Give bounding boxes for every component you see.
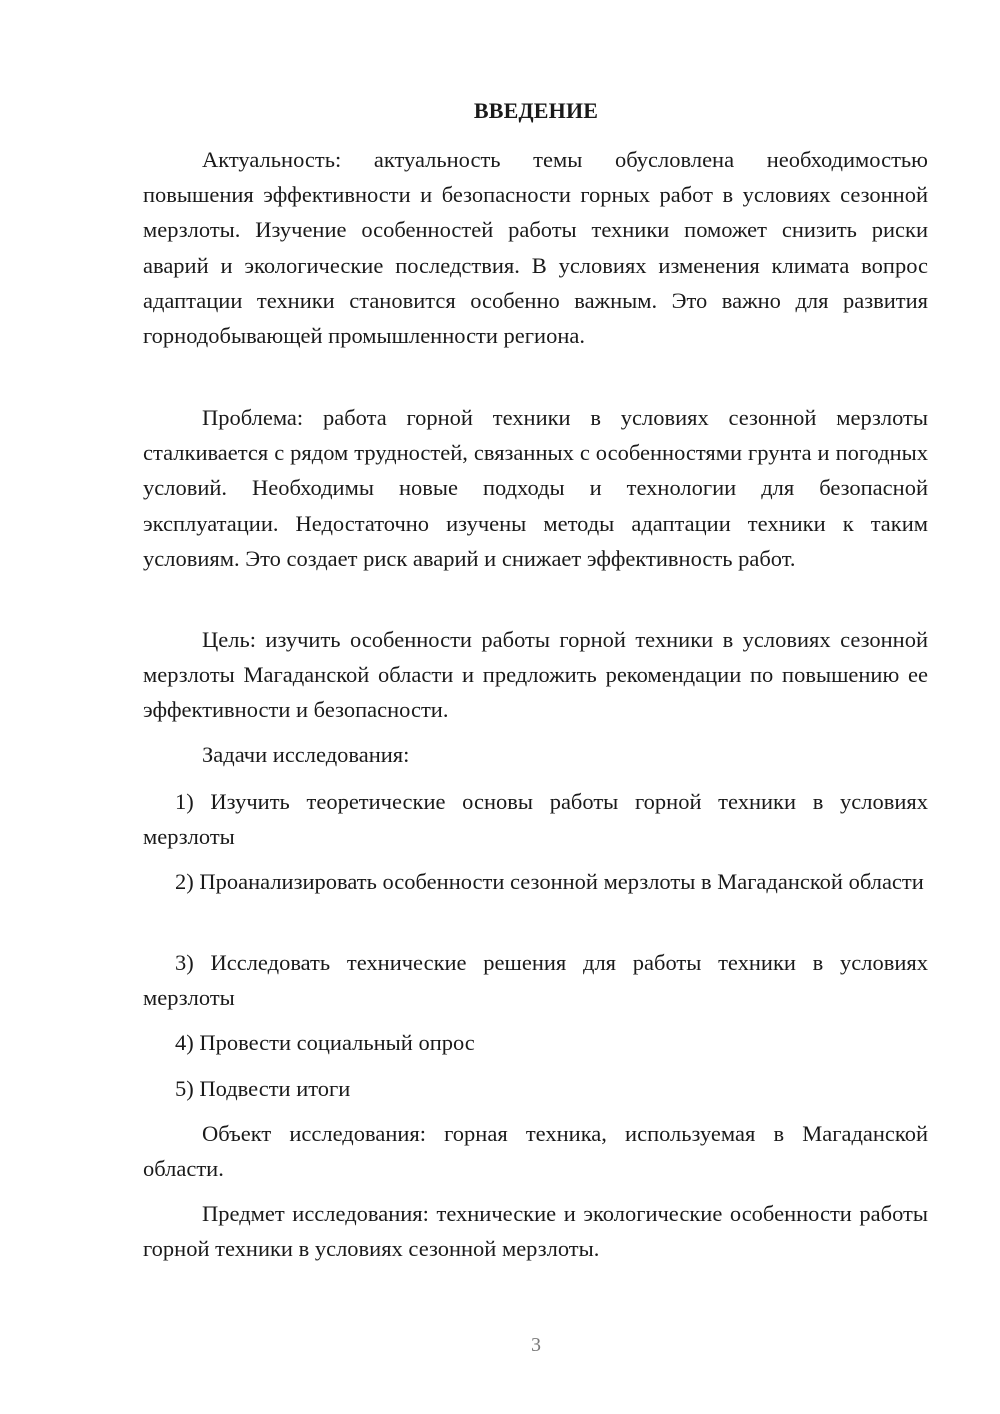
list-item: 2) Проанализировать особенности сезонной мерзлоты в Магаданской области — [175, 869, 924, 894]
tasks-heading: Задачи исследования: — [202, 742, 410, 767]
paragraph-goal: Цель: изучить особенности работы горной техники в условиях сезонной мерзлоты Магаданской области и предложить рекомендации по повышению ее эффективности и безопасности. — [143, 627, 928, 723]
paragraph-object: Объект исследования: горная техника, используемая в Магаданской области. — [143, 1121, 928, 1182]
paragraph-subject: Предмет исследования: технические и экологические особенности работы горной техники в условиях сезонной мерзлоты. — [143, 1201, 928, 1262]
list-item: 3) Исследовать технические решения для работы техники в условиях мерзлоты — [143, 950, 928, 1011]
list-item: 1) Изучить теоретические основы работы горной техники в условиях мерзлоты — [143, 789, 928, 850]
page-number: 3 — [531, 1334, 541, 1356]
list-item: 5) Подвести итоги — [175, 1076, 351, 1101]
page-title: ВВЕДЕНИЕ — [473, 98, 599, 123]
paragraph-problem: Проблема: работа горной техники в условиях сезонной мерзлоты сталкивается с рядом трудностей, связанных с особенностями грунта и погодных условий. Необходимы новые подходы и технологии для безопасной эксплуатации. Недостаточно изучены методы адаптации техники к таким условиям. Это создает риск аварий и снижает эффективность работ. — [143, 405, 928, 571]
paragraph-relevance: Актуальность: актуальность темы обусловлена необходимостью повышения эффективности и безопасности горных работ в условиях сезонной мерзлоты. Изучение особенностей работы техники поможет снизить риски аварий и экологические последствия. В условиях изменения климата вопрос адаптации техники становится особенно важным. Это важно для развития горнодобывающей промышленности региона. — [143, 147, 928, 349]
list-item: 4) Провести социальный опрос — [175, 1030, 475, 1055]
